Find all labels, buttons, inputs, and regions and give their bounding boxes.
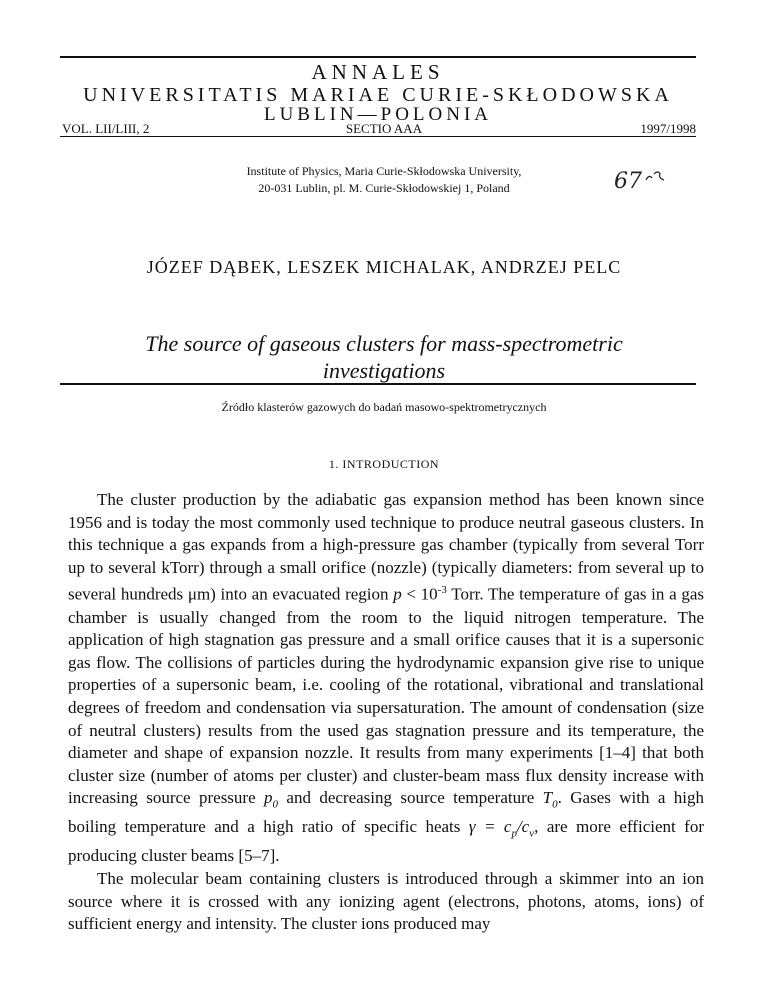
header-bottom-rule (60, 136, 696, 137)
title-rule (60, 383, 696, 385)
handwritten-note-text: 67 (614, 169, 642, 194)
handwritten-note (612, 160, 668, 200)
year-label: 1997/1998 (640, 121, 696, 136)
journal-title-annales: ANNALES (311, 60, 445, 84)
section-label: SECTIO AAA (345, 121, 423, 136)
journal-title-university: UNIVERSITATIS MARIAE CURIE-SKŁODOWSKA (83, 84, 673, 106)
authors-line: JÓZEF DĄBEK, LESZEK MICHALAK, ANDRZEJ PELC (146, 257, 622, 277)
paper-title-line-1: The source of gaseous clusters for mass-spectrometric (145, 331, 623, 356)
volume-label: VOL. LII/LIII, 2 (62, 121, 150, 136)
journal-title-city: LUBLIN—POLONIA (263, 104, 493, 125)
header-top-rule (60, 56, 696, 58)
body-text (68, 489, 704, 936)
section-heading: 1. INTRODUCTION (328, 457, 440, 471)
polish-title: Źródło klasterów gazowych do badań masowo-spektrometrycznych (221, 400, 547, 414)
paragraph-1: The cluster production by the adiabatic gas expansion method has been known since 1956 and is today the most commonly used technique to produce neutral gaseous clusters. In this technique a gas expands from a high-pressure gas chamber (typically from several Torr up to several kTorr) through a small orifice (nozzle) (typically diameters: from several up to several hundreds μm) into an evacuated region $p < 10^{-3}$ Torr. The temperature of gas in a gas chamber is usually changed from the room to the liquid nitrogen temperature. The application of high stagnation gas pressure and a small orifice causes that it is a supersonic gas flow. The collisions of particles during the hydrodynamic expansion give rise to unique properties of a supersonic beam, i.e. cooling of the rotational, vibrational and translational degrees of freedom and condensation via supersaturation. The amount of condensation (size of neutral clusters) results from the used gas stagnation pressure and its temperature, the diameter and shape of expansion nozzle. It results from many experiments [1–4] that both cluster size (number of atoms per cluster) and cluster-beam mass flux density increase with increasing source pressure $p_0$ and decreasing source temperature $T_0$. Gases with a high boiling temperature and a high ratio of specific heats $\gamma = c_p/c_v$, are more efficient for producing cluster beams [5–7]. (68, 490, 705, 866)
paper-title-line-2: investigations (322, 358, 446, 383)
institute-line-2: 20-031 Lublin, pl. M. Curie-Skłodowskiej 1, Poland (258, 181, 510, 195)
institute-line-1: Institute of Physics, Maria Curie-Skłodowska University, (246, 164, 522, 178)
paragraph-2: The molecular beam containing clusters is introduced through a skimmer into an ion source where it is crossed with any ionizing agent (electrons, photons, atoms, ions) of sufficient energy and intensity. The cluster ions produced may (68, 868, 704, 934)
paper-title (0, 330, 768, 384)
